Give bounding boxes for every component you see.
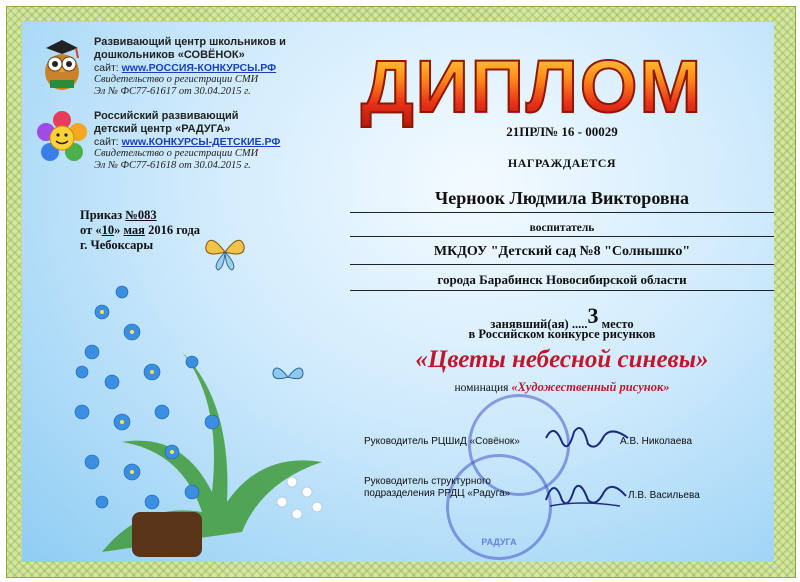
nomination-value: «Художественный рисунок» xyxy=(511,380,670,394)
handwritten-signature-1 xyxy=(542,418,632,458)
contest-theme: «Цветы небесной синевы» xyxy=(415,346,709,373)
org1-site-link[interactable]: www.РОССИЯ-КОНКУРСЫ.РФ xyxy=(121,62,277,74)
org1-registration-number: Эл № ФС77-61617 от 30.04.2015 г. xyxy=(94,86,251,97)
org1-registration: Свидетельство о регистрации СМИ xyxy=(94,74,259,85)
signature-1 xyxy=(364,436,520,448)
signer2-name: Л.В. Васильева xyxy=(628,490,700,501)
place-number: 3 xyxy=(587,303,599,328)
certificate-sheet xyxy=(22,22,774,562)
owl-logo-icon xyxy=(36,36,88,92)
org2-site-prefix: сайт: xyxy=(94,136,119,148)
signer1-name: А.В. Николаева xyxy=(620,436,693,447)
nomination-line xyxy=(352,380,772,395)
contest-name: в Российском конкурсе рисунков xyxy=(468,327,656,341)
name-underline xyxy=(350,212,774,213)
recipient-city: города Барабинск Новосибирской области xyxy=(437,272,687,287)
flower-logo-icon xyxy=(36,110,88,166)
recipient-school: МКДОУ "Детский сад №8 "Солнышко" xyxy=(433,244,691,259)
order-date-prefix: от « xyxy=(80,223,102,237)
place-suffix: место xyxy=(601,317,634,331)
org2-site-link[interactable]: www.КОНКУРСЫ-ДЕТСКИЕ.РФ xyxy=(121,136,281,148)
org1-name-line2: дошкольников «СОВЁНОК» xyxy=(94,49,245,61)
order-year: 2016 года xyxy=(144,223,201,237)
org-raduga xyxy=(32,110,312,172)
order-city: г. Чебоксары xyxy=(80,238,154,252)
org2-name-line2: детский центр «РАДУГА» xyxy=(94,123,231,135)
signer2-role-line1: Руководитель структурного xyxy=(364,476,491,487)
order-month: мая xyxy=(123,223,145,237)
city-underline xyxy=(350,290,774,291)
order-info xyxy=(80,208,200,253)
butterfly-small-icon xyxy=(270,362,306,392)
order-label: Приказ xyxy=(80,208,126,222)
org2-registration: Свидетельство о регистрации СМИ xyxy=(94,148,259,159)
order-day: 10 xyxy=(101,223,115,237)
stamp-text: РАДУГА xyxy=(481,537,517,547)
handwritten-signature-2 xyxy=(540,470,630,514)
diploma-title: ДИПЛОМ xyxy=(342,44,722,129)
position-underline xyxy=(350,236,774,237)
signer1-role: Руководитель РЦШиД «Совёнок» xyxy=(364,436,520,447)
school-underline xyxy=(350,264,774,265)
recipient-name: Черноок Людмила Викторовна xyxy=(435,188,689,208)
org-sovenok xyxy=(32,36,312,98)
recipient-position: воспитатель xyxy=(529,222,595,234)
forget-me-not-bouquet-illustration xyxy=(62,252,362,562)
diploma-number: 21ПРЛ№ 16 - 00029 xyxy=(506,124,618,139)
awarded-label: НАГРАЖДАЕТСЯ xyxy=(507,156,617,170)
org2-name-line1: Российский развивающий xyxy=(94,110,239,122)
organizations xyxy=(32,36,312,184)
org2-registration-number: Эл № ФС77-61618 от 30.04.2015 г. xyxy=(94,160,251,171)
org1-name-line1: Развивающий центр школьников и xyxy=(94,36,286,48)
signature-2 xyxy=(364,476,510,500)
butterfly-icon xyxy=(202,232,248,272)
nomination-label: номинация xyxy=(454,382,509,394)
place-prefix: занявший(ая) ..... xyxy=(490,317,588,331)
raduga-stamp xyxy=(446,454,552,560)
order-number: №083 xyxy=(125,208,157,222)
order-date-sep: » xyxy=(114,223,124,237)
signer2-role-line2: подразделения РРДЦ «Радуга» xyxy=(364,488,511,499)
org1-site-prefix: сайт: xyxy=(94,62,119,74)
